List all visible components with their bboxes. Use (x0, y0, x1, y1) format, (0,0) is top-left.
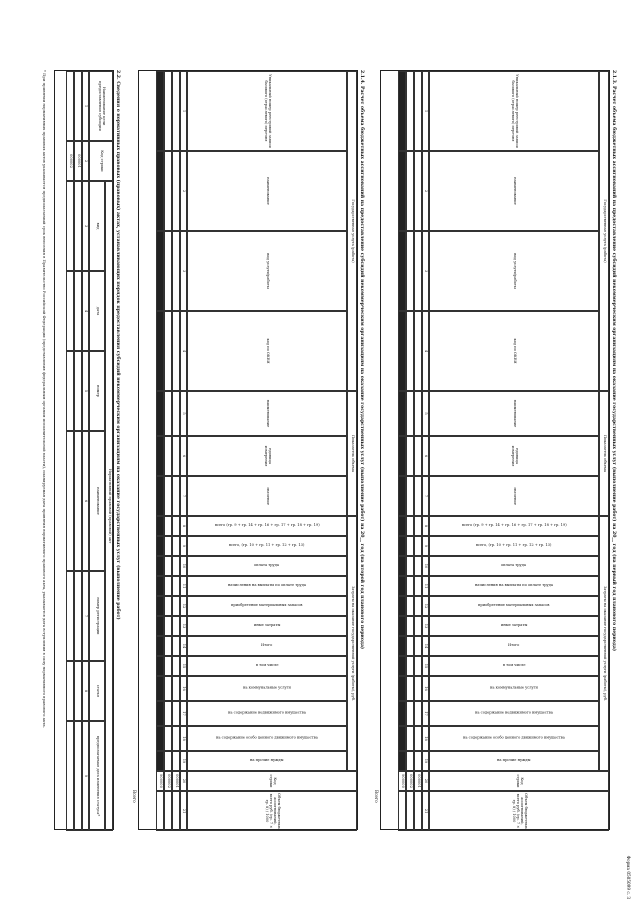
table-cell (398, 596, 406, 616)
table-cell[interactable] (172, 751, 180, 771)
table-cell[interactable] (406, 656, 414, 676)
header-unique-nomer-214: Уникальный номер реестровой записи базового (отраслевого) перечня (187, 71, 347, 151)
table-cell[interactable] (414, 71, 422, 151)
table-cell (156, 751, 164, 771)
column-number: 14 (180, 636, 187, 656)
column-number: 12 (422, 596, 429, 616)
table-cell[interactable] (406, 151, 414, 231)
vsego-213: Всего (374, 790, 379, 803)
table-cell (156, 726, 164, 751)
table-cell (398, 701, 406, 726)
table-cell[interactable] (172, 436, 180, 476)
table-cell[interactable] (414, 726, 422, 751)
table-cell (398, 636, 406, 656)
header-kod-stroki: Код строки (429, 771, 609, 791)
table-cell[interactable] (172, 791, 180, 831)
header-vsego-b-214: всего (гр. 9 + гр. 14 + гр. 16 + гр. 17 + гр. 18 + гр. 19) (187, 516, 347, 536)
table-cell[interactable] (74, 721, 82, 831)
section-22-title: 2.2. Сведения о нормативных правовых (правовых) актах, устанавливающих порядок предоставления субсидий некоммерческим организациям на оказание государственных услуг (выполнение работ) (115, 70, 120, 620)
column-number: 5 (422, 391, 429, 436)
table-cell[interactable] (414, 391, 422, 436)
header-kommunalnye: на коммунальные услуги (429, 676, 599, 701)
table-cell[interactable] (406, 616, 414, 636)
table-cell[interactable] (164, 596, 172, 616)
table-cell (398, 751, 406, 771)
table-cell[interactable] (66, 181, 74, 271)
column-number: 2 (180, 151, 187, 231)
table-cell[interactable] (74, 351, 82, 431)
table-cell (156, 596, 164, 616)
table-cell[interactable] (164, 726, 172, 751)
table-cell[interactable] (172, 311, 180, 391)
h22-kod-stroki: Код строки (89, 141, 113, 181)
table-cell[interactable] (164, 751, 172, 771)
table-cell[interactable] (406, 71, 414, 151)
table-22 (54, 70, 114, 830)
header-edinitsa-214: единица измерения (187, 436, 347, 476)
table-cell (398, 391, 406, 436)
column-number: 20 (180, 771, 187, 791)
table-cell (398, 616, 406, 636)
column-number: 21 (180, 791, 187, 831)
table-cell: 000002 (66, 141, 74, 181)
header-prochie-214: на прочие нужды (187, 751, 347, 771)
table-cell[interactable] (414, 791, 422, 831)
table-cell[interactable] (172, 391, 180, 436)
header-v-tom-chisle: в том числе (429, 656, 599, 676)
table-cell: 900000 (398, 771, 406, 791)
header-priobretenie-214: приобретение материальных запасов (187, 596, 347, 616)
table-cell[interactable] (172, 656, 180, 676)
table-cell[interactable] (164, 701, 172, 726)
column-number: 6 (82, 431, 89, 571)
column-number: 7 (82, 571, 89, 661)
column-number: 2 (422, 151, 429, 231)
table-cell (156, 391, 164, 436)
table-cell[interactable] (172, 151, 180, 231)
header-zatraty: Затраты на оказание государственной услуги (работы), руб. (599, 516, 609, 771)
column-number: 15 (422, 656, 429, 676)
column-number: 8 (180, 516, 187, 536)
column-number: 3 (422, 231, 429, 311)
table-cell[interactable] (172, 476, 180, 516)
table-cell: 000001 (172, 771, 180, 791)
header-osobo-214: на содержание особо ценного движимого имущества (187, 726, 347, 751)
table-cell[interactable] (406, 576, 414, 596)
table-cell (398, 656, 406, 676)
column-number: 1 (180, 71, 187, 151)
header-inye: иные затраты (429, 616, 599, 636)
header-zatraty-214: Затраты на оказание государственной услуги (работы), руб. (347, 516, 357, 771)
header-soderzhanie-214: на содержание недвижимого имущества (187, 701, 347, 726)
table-cell[interactable] (164, 676, 172, 701)
table-cell[interactable] (398, 791, 406, 831)
column-number: 16 (180, 676, 187, 701)
footnote: * При принятии нормативных правовых актов указывается предполагаемый срок внесения в Правительство Российской Федерации (представления федеральным органом исполнительной власти), планируемая дата принятия нормативного правового акта, указывается дата вступления в силу нормативного правового акта. (42, 70, 47, 728)
table-cell[interactable] (414, 151, 422, 231)
header-gos-usluga-214: Государственная услуга (работа) (347, 71, 357, 391)
column-number: 15 (180, 656, 187, 676)
table-cell[interactable] (164, 536, 172, 556)
header-kod-stroki-214: Код строки (187, 771, 357, 791)
h22-naim-tseli: Наименование цели предоставления субсидии (89, 71, 113, 141)
table-cell[interactable] (164, 476, 172, 516)
table-cell[interactable] (414, 676, 422, 701)
section-214-title: 2.1.4. Расчет объема бюджетных ассигнований на предоставление субсидий некоммерческим организациям на оказание государственных услуг (выполнение работ) на 20__ год (на второй год планового периода) (359, 70, 364, 650)
table-cell (156, 516, 164, 536)
header-unique-nomer: Уникальный номер реестровой записи базового (отраслевого) перечня (429, 71, 599, 151)
column-number: 7 (422, 476, 429, 516)
header-znachenie-214: значение (187, 476, 347, 516)
table-cell: 000001 (414, 771, 422, 791)
header-vsego: всего, (гр. 10 + гр. 11 + гр. 12 + гр. 13) (429, 536, 599, 556)
column-number: 8 (422, 516, 429, 536)
table-cell[interactable] (156, 791, 164, 831)
table-cell (398, 676, 406, 701)
table-cell (156, 71, 164, 151)
column-number: 6 (180, 436, 187, 476)
table-cell (398, 151, 406, 231)
column-number: 16 (422, 676, 429, 701)
column-number: 20 (422, 771, 429, 791)
column-number: 12 (180, 596, 187, 616)
table-cell[interactable] (406, 231, 414, 311)
header-v-tom-chisle-214: в том числе (187, 656, 347, 676)
table-cell[interactable] (66, 571, 74, 661)
header-oplata-214: оплата труда (187, 556, 347, 576)
table-cell[interactable] (172, 636, 180, 656)
header-naimenovanie-2-214: наименование (187, 391, 347, 436)
header-naimenovanie-2: наименование (429, 391, 599, 436)
table-cell[interactable] (406, 516, 414, 536)
table-cell (156, 676, 164, 701)
table-cell[interactable] (74, 661, 82, 721)
table-213 (380, 70, 610, 830)
table-cell[interactable] (164, 391, 172, 436)
column-number: 9 (180, 536, 187, 556)
table-cell[interactable] (164, 791, 172, 831)
section-213-title: 2.1.3. Расчет объема бюджетных ассигнований на предоставление субсидий некоммерческим организациям на оказание государственных услуг (выполнение работ) на 20__ год (на первый год планового периода) (611, 70, 616, 652)
table-cell (398, 476, 406, 516)
header-osobo: на содержание особо ценного движимого имущества (429, 726, 599, 751)
column-number: 4 (82, 271, 89, 351)
header-kommunalnye-214: на коммунальные услуги (187, 676, 347, 701)
column-number: 21 (422, 791, 429, 831)
header-soderzhanie: на содержание недвижимого имущества (429, 701, 599, 726)
table-cell[interactable] (406, 476, 414, 516)
h22-vid: вид (89, 181, 105, 271)
table-cell[interactable] (406, 556, 414, 576)
table-cell (156, 476, 164, 516)
table-cell[interactable] (74, 71, 82, 141)
header-obem-ba-214: Объем бюджетных ассигнований, всего руб. (гр. 7 × гр. 8) / 1000 (187, 791, 357, 831)
table-cell (156, 556, 164, 576)
header-vsego-b: всего (гр. 9 + гр. 14 + гр. 16 + гр. 17 + гр. 18 + гр. 19) (429, 516, 599, 536)
table-cell[interactable] (164, 556, 172, 576)
table-cell[interactable] (164, 436, 172, 476)
h22-naimenovanie: наименование (89, 431, 105, 571)
header-edinitsa: единица измерения (429, 436, 599, 476)
header-oplata: оплата труда (429, 556, 599, 576)
table-cell (156, 576, 164, 596)
column-number: 1 (82, 71, 89, 141)
table-cell: 900000 (156, 771, 164, 791)
table-cell (398, 556, 406, 576)
table-cell[interactable] (414, 616, 422, 636)
column-number: 2 (82, 141, 89, 181)
table-cell[interactable] (406, 311, 414, 391)
header-nachisleniya: начисления на выплаты по оплате труда (429, 576, 599, 596)
table-cell: 000002 (164, 771, 172, 791)
table-cell[interactable] (66, 431, 74, 571)
table-cell[interactable] (406, 791, 414, 831)
column-number: 13 (180, 616, 187, 636)
table-cell[interactable] (414, 751, 422, 771)
table-cell (398, 71, 406, 151)
column-number: 5 (180, 391, 187, 436)
table-cell: 000002 (406, 771, 414, 791)
table-cell[interactable] (414, 516, 422, 536)
column-number: 6 (422, 436, 429, 476)
column-number: 17 (422, 701, 429, 726)
table-cell[interactable] (164, 656, 172, 676)
h22-statya: статья (89, 661, 105, 721)
table-cell (398, 576, 406, 596)
table-cell[interactable] (172, 516, 180, 536)
table-cell[interactable] (172, 71, 180, 151)
column-number: 4 (422, 311, 429, 391)
h22-npa: Нормативный правовой (правовой) акт (105, 181, 113, 831)
column-number: 19 (180, 751, 187, 771)
table-cell[interactable] (406, 596, 414, 616)
table-cell (156, 616, 164, 636)
table-cell[interactable] (406, 391, 414, 436)
table-cell[interactable] (74, 431, 82, 571)
table-cell[interactable] (172, 536, 180, 556)
form-label: Форма 0505099 с. 3 (626, 855, 631, 899)
table-cell[interactable] (406, 676, 414, 701)
header-prochie: на прочие нужды (429, 751, 599, 771)
header-inye-214: иные затраты (187, 616, 347, 636)
column-number: 3 (180, 231, 187, 311)
table-cell[interactable] (414, 311, 422, 391)
column-number: 9 (82, 721, 89, 831)
header-obem-ba: Объем бюджетных ассигнований, всего руб. (гр. 7 × гр. 8) / 1000 (429, 791, 609, 831)
column-number: 8 (82, 661, 89, 721)
column-number: 10 (180, 556, 187, 576)
table-cell[interactable] (414, 636, 422, 656)
table-cell[interactable] (406, 726, 414, 751)
header-gos-usluga: Государственная услуга (работа) (599, 71, 609, 391)
table-cell (398, 231, 406, 311)
table-cell[interactable] (406, 536, 414, 556)
header-pokazateli: Показатель объема (599, 391, 609, 516)
table-214 (138, 70, 358, 830)
table-cell (398, 311, 406, 391)
table-cell[interactable] (414, 556, 422, 576)
table-cell[interactable] (414, 576, 422, 596)
column-number: 17 (180, 701, 187, 726)
table-cell (156, 701, 164, 726)
header-itogo-214: Итого (187, 636, 347, 656)
header-vid: вид услуги/работы (429, 231, 599, 311)
column-number: 11 (180, 576, 187, 596)
header-kod-okei: код по ОКЕИ (429, 311, 599, 391)
table-cell[interactable] (66, 271, 74, 351)
column-number: 5 (82, 351, 89, 431)
table-cell (398, 436, 406, 476)
header-kod-okei-214: код по ОКЕИ (187, 311, 347, 391)
table-cell[interactable] (406, 701, 414, 726)
column-number: 11 (422, 576, 429, 596)
table-cell[interactable] (414, 436, 422, 476)
h22-nomer: номер (89, 351, 105, 431)
table-cell[interactable] (164, 516, 172, 536)
table-cell (156, 636, 164, 656)
column-number: 14 (422, 636, 429, 656)
table-cell (156, 311, 164, 391)
vsego-214: Всего (132, 790, 137, 803)
table-cell[interactable] (414, 476, 422, 516)
header-naimenovanie: наименование (429, 151, 599, 231)
column-number: 4 (180, 311, 187, 391)
h22-data: дата (89, 271, 105, 351)
table-cell[interactable] (172, 556, 180, 576)
column-number: 9 (422, 536, 429, 556)
header-vid-214: вид услуги/работы (187, 231, 347, 311)
table-cell[interactable] (66, 721, 74, 831)
table-cell[interactable] (406, 436, 414, 476)
table-cell (398, 726, 406, 751)
header-naimenovanie-214: наименование (187, 151, 347, 231)
table-cell[interactable] (406, 751, 414, 771)
table-cell[interactable] (172, 726, 180, 751)
column-number: 10 (422, 556, 429, 576)
h22-data-izm: предполагаемая дата изменения статуса* (89, 721, 105, 831)
table-cell[interactable] (172, 596, 180, 616)
table-cell[interactable] (172, 576, 180, 596)
table-cell[interactable] (172, 676, 180, 701)
column-number: 3 (82, 181, 89, 271)
column-number: 18 (180, 726, 187, 751)
table-cell[interactable] (414, 596, 422, 616)
table-cell (398, 536, 406, 556)
header-nachisleniya-214: начисления на выплаты по оплате труда (187, 576, 347, 596)
table-cell[interactable] (66, 351, 74, 431)
table-cell (156, 231, 164, 311)
header-vsego-214: всего, (гр. 10 + гр. 11 + гр. 12 + гр. 13) (187, 536, 347, 556)
table-cell[interactable] (164, 616, 172, 636)
table-cell[interactable] (74, 181, 82, 271)
table-cell[interactable] (172, 701, 180, 726)
table-cell[interactable] (164, 71, 172, 151)
table-cell[interactable] (414, 231, 422, 311)
table-cell[interactable] (172, 231, 180, 311)
header-pokazateli-214: Показатель объема (347, 391, 357, 516)
header-itogo: Итого (429, 636, 599, 656)
table-cell[interactable] (164, 636, 172, 656)
table-cell (156, 536, 164, 556)
table-cell[interactable] (414, 701, 422, 726)
column-number: 19 (422, 751, 429, 771)
table-cell (156, 151, 164, 231)
table-cell[interactable] (66, 71, 74, 141)
table-cell (156, 656, 164, 676)
table-cell[interactable] (74, 271, 82, 351)
column-number: 1 (422, 71, 429, 151)
table-cell[interactable] (66, 661, 74, 721)
table-cell[interactable] (414, 536, 422, 556)
table-cell[interactable] (164, 311, 172, 391)
table-cell[interactable] (406, 636, 414, 656)
table-cell[interactable] (164, 231, 172, 311)
table-cell (398, 516, 406, 536)
header-priobretenie: приобретение материальных запасов (429, 596, 599, 616)
table-cell: 000001 (74, 141, 82, 181)
header-znachenie: значение (429, 476, 599, 516)
h22-nomer-reg: номер регистрации (89, 571, 105, 661)
column-number: 13 (422, 616, 429, 636)
table-cell[interactable] (172, 616, 180, 636)
table-cell[interactable] (74, 571, 82, 661)
table-cell[interactable] (164, 151, 172, 231)
column-number: 7 (180, 476, 187, 516)
table-cell[interactable] (164, 576, 172, 596)
column-number: 18 (422, 726, 429, 751)
table-cell[interactable] (414, 656, 422, 676)
table-cell (156, 436, 164, 476)
